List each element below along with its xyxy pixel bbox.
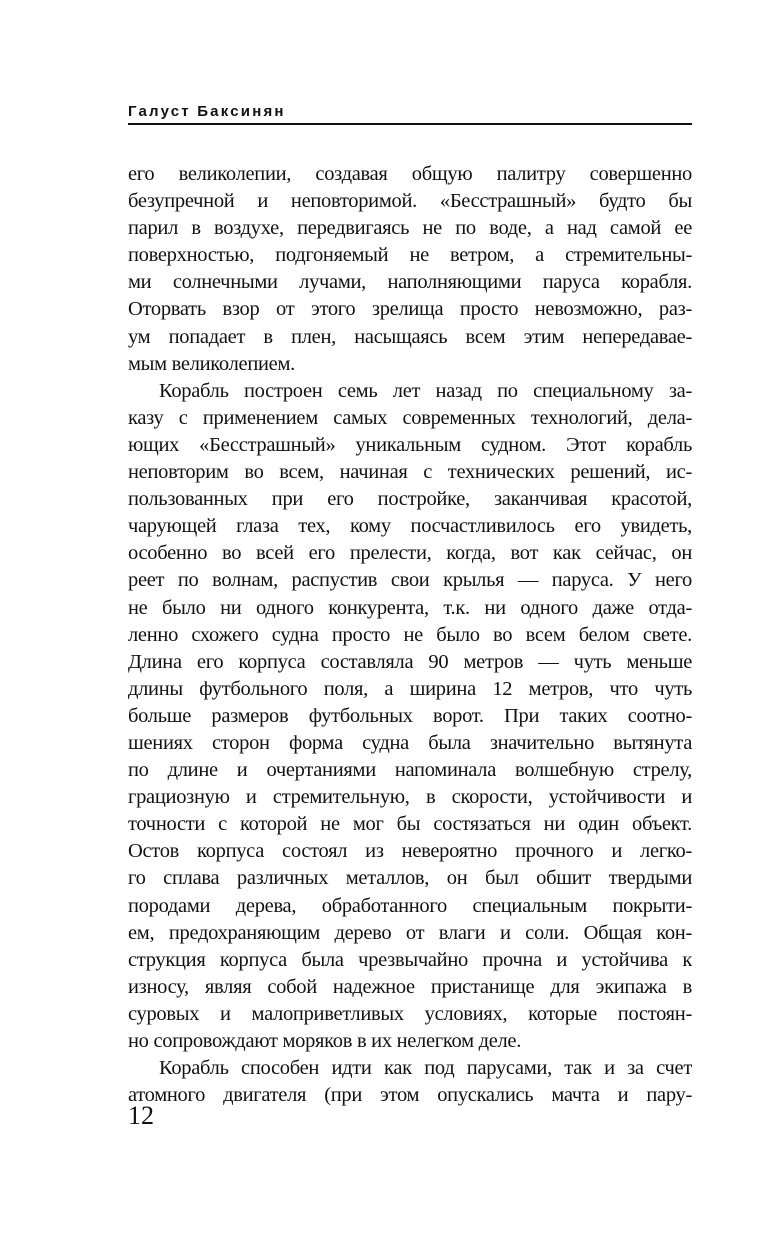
text-line: парил в воздухе, передвигаясь не по воде, а над самой ее (128, 217, 692, 240)
text-line: Корабль построен семь лет назад по специальному за- (159, 379, 692, 402)
text-line: суровых и малоприветливых условиях, которые постоян- (128, 1002, 692, 1025)
text-line: ем, предохраняющим дерево от влаги и соли. Общая кон- (128, 921, 692, 944)
text-line: атомного двигателя (при этом опускались мачта и пару- (128, 1084, 692, 1107)
text-line: безупречной и неповторимой. «Бесстрашный» будто бы (128, 190, 692, 213)
text-line: точности с которой не мог бы состязаться ни один объект. (128, 813, 692, 836)
running-head: Галуст Баксинян (128, 103, 286, 120)
text-line: чарующей глаза тех, кому посчастливилось его увидеть, (128, 515, 692, 538)
text-line: казу с применением самых современных технологий, дела- (128, 406, 692, 429)
text-line: Корабль способен идти как под парусами, так и за счет (159, 1057, 692, 1080)
text-line: реет по волнам, распустив свои крылья — паруса. У него (128, 569, 692, 592)
text-line: грациозную и стремительную, в скорости, устойчивости и (128, 786, 692, 809)
text-line: Оторвать взор от этого зрелища просто невозможно, раз- (128, 298, 692, 321)
text-line: ми солнечными лучами, наполняющими паруса корабля. (128, 271, 692, 294)
text-line: пользованных при его постройке, заканчивая красотой, (128, 488, 692, 511)
text-line: его великолепии, создавая общую палитру совершенно (128, 163, 692, 185)
text-line: ленно схожего судна просто не было во всем белом свете. (128, 623, 692, 646)
text-line: ющих «Бесстрашный» уникальным судном. Этот корабль (128, 433, 692, 456)
page-number: 12 (128, 1101, 154, 1130)
text-line: струкция корпуса была чрезвычайно прочна и устойчива к (128, 948, 692, 971)
text-line: особенно во всей его прелести, когда, вот как сейчас, он (128, 542, 692, 565)
body-text (128, 161, 692, 1109)
text-line: по длине и очертаниями напоминала волшебную стрелу, (128, 759, 692, 782)
text-line: го сплава различных металлов, он был обшит твердыми (128, 867, 692, 890)
text-line: но сопровождают моряков в их нелегком деле. (128, 1030, 522, 1052)
text-line: мым великолепием. (128, 352, 295, 375)
text-line: не было ни одного конкурента, т.к. ни одного даже отда- (128, 596, 692, 619)
text-line: Длина его корпуса составляла 90 метров — чуть меньше (128, 650, 692, 673)
text-line: длины футбольного поля, а ширина 12 метров, что чуть (128, 677, 692, 700)
text-line: шениях сторон форма судна была значительно вытянута (128, 731, 692, 754)
text-line: породами дерева, обработанного специальным покрыти- (128, 894, 692, 917)
text-line: Остов корпуса состоял из невероятно прочного и легко- (128, 840, 692, 863)
text-line: износу, являя собой надежное пристанище для экипажа в (128, 975, 692, 998)
text-line: ум попадает в плен, насыщаясь всем этим непередавае- (128, 325, 692, 348)
header-rule (128, 123, 692, 125)
text-line: больше размеров футбольных ворот. При таких соотно- (128, 704, 692, 727)
text-line: поверхностью, подгоняемый не ветром, а стремительны- (128, 244, 692, 267)
text-line: неповторим во всем, начиная с технических решений, ис- (128, 461, 692, 484)
